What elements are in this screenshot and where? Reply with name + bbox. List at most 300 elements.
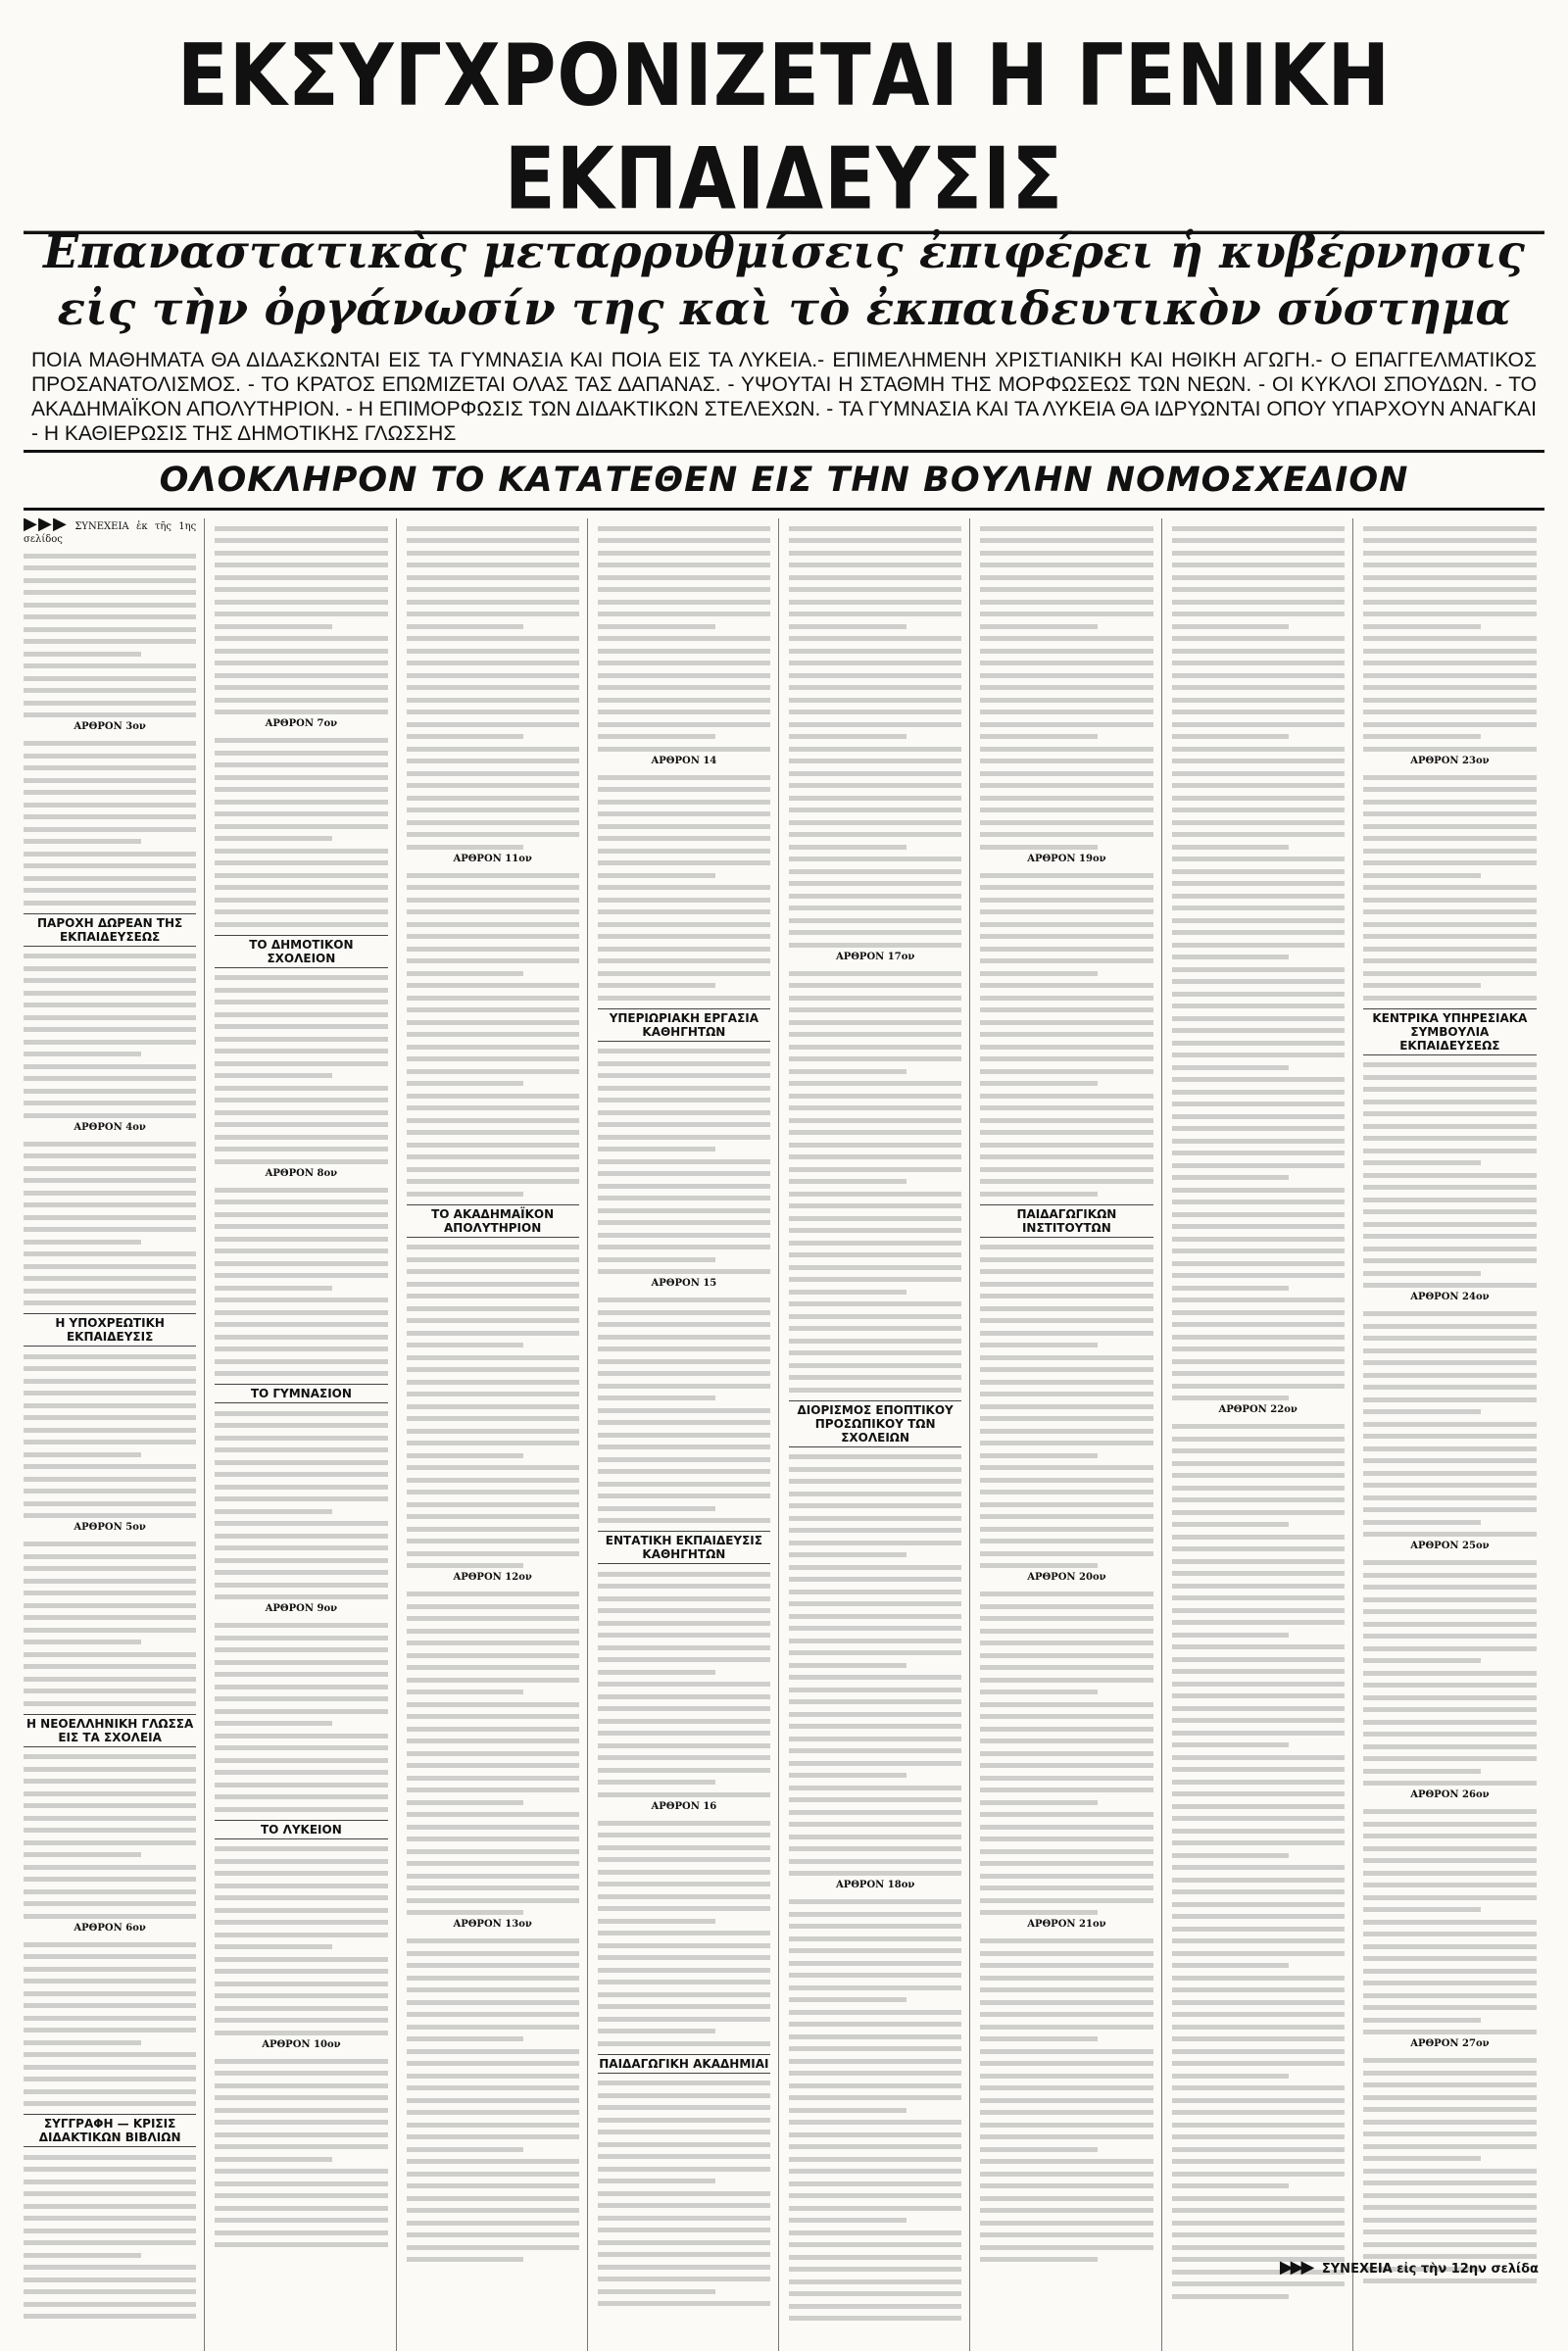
text-line [980, 1355, 1152, 1360]
text-line [598, 849, 770, 854]
text-line [215, 1770, 387, 1775]
text-line [598, 2228, 770, 2232]
text-line [980, 2123, 1152, 2128]
text-line [789, 1388, 961, 1393]
text-line [1172, 1571, 1345, 1576]
text-line [1172, 967, 1345, 972]
text-line [215, 1734, 387, 1739]
text-line [407, 898, 579, 903]
text-line [598, 1384, 770, 1389]
text-line [407, 1502, 579, 1507]
text-line [789, 2291, 961, 2296]
text-line [980, 1478, 1152, 1483]
text-line [1363, 971, 1537, 976]
text-line [407, 1739, 579, 1743]
text-line [789, 2108, 906, 2113]
text-line [24, 1628, 196, 1633]
text-block [980, 1245, 1152, 1568]
text-block [789, 526, 961, 948]
text-line [24, 1391, 196, 1396]
text-line [24, 966, 196, 971]
text-line [215, 909, 387, 914]
text-line [215, 1895, 387, 1900]
text-line [598, 2004, 770, 2009]
text-line [1172, 1657, 1345, 1662]
text-line [980, 612, 1152, 616]
text-line [1363, 1336, 1537, 1341]
column-1 [24, 518, 205, 2351]
text-line [407, 1343, 524, 1347]
text-line [1363, 1348, 1537, 1353]
text-line [789, 1192, 961, 1197]
text-block [789, 1454, 961, 1876]
text-line [407, 2110, 579, 2115]
text-line [789, 2157, 961, 2162]
text-line [1363, 1560, 1537, 1565]
text-line [980, 1849, 1152, 1854]
text-line [789, 1290, 906, 1295]
text-line [980, 2061, 1152, 2066]
text-block [24, 741, 196, 906]
text-line [24, 1452, 141, 1457]
text-line [1363, 1124, 1537, 1129]
text-line [789, 1339, 961, 1344]
text-line [1363, 1883, 1537, 1887]
text-line [1363, 1160, 1482, 1165]
text-line [980, 1739, 1152, 1743]
text-line [789, 918, 961, 923]
text-line [1363, 1822, 1537, 1827]
text-line [980, 1490, 1152, 1494]
text-line [1172, 2012, 1345, 2017]
text-line [1363, 1707, 1537, 1712]
text-line [789, 673, 961, 678]
article-label: ΑΡΘΡΟΝ 23ον [1410, 755, 1490, 766]
text-line [1172, 2147, 1345, 2152]
section-heading: Η ΝΕΟΕΛΛΗΝΙΚΗ ΓΛΩΣΣΑ ΕΙΣ ΤΑ ΣΧΟΛΕΙΑ [24, 1714, 196, 1747]
text-line [980, 1045, 1152, 1050]
text-line [407, 1714, 579, 1719]
text-line [215, 2218, 387, 2223]
article-label: ΑΡΘΡΟΝ 21ον [1027, 1919, 1106, 1930]
text-line [24, 1954, 196, 1959]
text-line [789, 1626, 961, 1631]
text-line [980, 2159, 1152, 2164]
text-line [24, 1101, 196, 1105]
text-line [789, 2034, 961, 2039]
text-line [1363, 2193, 1537, 2198]
text-line [215, 2018, 387, 2023]
text-line [980, 958, 1152, 963]
text-line [598, 1506, 715, 1511]
text-line [598, 2154, 770, 2159]
text-line [1363, 624, 1482, 629]
text-line [407, 1105, 579, 1110]
text-block [215, 738, 387, 927]
text-line [407, 1629, 579, 1634]
text-line [215, 873, 387, 878]
text-line [789, 1503, 961, 1508]
text-line [24, 1227, 196, 1232]
text-line [407, 2123, 579, 2128]
text-line [1172, 2036, 1345, 2041]
text-line [1172, 747, 1345, 752]
text-line [980, 1938, 1152, 1943]
text-line [1363, 922, 1537, 927]
text-line [1363, 1671, 1537, 1676]
text-line [24, 1664, 196, 1669]
text-line [980, 587, 1152, 592]
text-line [1363, 860, 1537, 865]
text-line [215, 762, 387, 767]
text-line [407, 1874, 579, 1879]
text-line [407, 734, 524, 739]
text-line [1363, 898, 1537, 903]
text-line [407, 1429, 579, 1434]
text-line [407, 934, 579, 939]
text-block [598, 2081, 770, 2306]
text-line [407, 796, 579, 801]
text-line [789, 1724, 961, 1729]
text-line [598, 1682, 770, 1687]
text-line [215, 1647, 387, 1652]
text-line [1172, 1938, 1345, 1943]
text-line [598, 526, 770, 531]
text-line [1172, 2172, 1345, 2177]
text-block [215, 1846, 387, 2035]
text-line [1363, 1932, 1537, 1936]
text-line [215, 2157, 332, 2162]
text-block [1363, 1062, 1537, 1288]
text-line [1363, 673, 1537, 678]
text-line [24, 1191, 196, 1196]
text-line [1363, 1756, 1537, 1761]
text-line [789, 2230, 961, 2235]
text-line [789, 1997, 906, 2002]
text-line [215, 538, 387, 543]
text-line [24, 803, 196, 808]
column-2 [215, 518, 396, 2351]
text-line [407, 1727, 579, 1732]
text-line [1172, 526, 1345, 531]
text-line [24, 888, 196, 893]
text-line [24, 1591, 196, 1595]
text-line [24, 1579, 196, 1584]
newspaper-page [24, 24, 1544, 2278]
text-line [1172, 1559, 1345, 1564]
text-block [1363, 1809, 1537, 2034]
text-line [1172, 1335, 1345, 1340]
text-line [1363, 1434, 1537, 1439]
text-line [407, 2196, 579, 2201]
text-line [1363, 636, 1537, 641]
text-line [24, 2167, 196, 2172]
text-line [789, 845, 906, 850]
text-line [980, 2134, 1152, 2139]
text-line [407, 1094, 579, 1099]
text-line [407, 2012, 579, 2017]
text-line [1363, 1695, 1537, 1700]
text-line [215, 1086, 387, 1091]
text-line [1172, 894, 1345, 899]
text-line [24, 2028, 196, 2033]
text-line [1363, 1087, 1537, 1092]
text-line [215, 898, 387, 903]
text-line [1172, 734, 1290, 739]
text-line [24, 741, 196, 746]
text-line [980, 1143, 1152, 1148]
article-label: ΑΡΘΡΟΝ 17ον [835, 951, 915, 962]
text-line [980, 783, 1152, 788]
text-line [407, 600, 579, 605]
text-line [789, 722, 961, 727]
text-line [407, 1380, 579, 1385]
text-line [1363, 1634, 1537, 1639]
text-line [24, 1076, 196, 1081]
text-line [1172, 1987, 1345, 1992]
text-line [1363, 1458, 1537, 1463]
text-line [24, 1513, 196, 1518]
text-line [407, 983, 579, 988]
text-line [598, 787, 770, 792]
text-line [598, 934, 770, 939]
text-line [407, 1616, 579, 1621]
article-label: ΑΡΘΡΟΝ 13ον [453, 1919, 532, 1930]
text-line [1172, 2123, 1345, 2128]
text-line [1363, 1311, 1537, 1316]
text-line [980, 934, 1152, 939]
text-line [789, 1948, 961, 1953]
text-line [980, 873, 1152, 878]
text-line [24, 1415, 196, 1420]
text-line [24, 2155, 196, 2160]
text-line [1172, 2025, 1345, 2030]
text-line [789, 698, 961, 703]
text-line [1363, 1111, 1537, 1116]
text-line [789, 2120, 961, 2125]
text-line [598, 1670, 715, 1675]
text-line [215, 1135, 387, 1140]
text-line [215, 661, 387, 665]
text-line [407, 1825, 579, 1830]
text-line [215, 1147, 387, 1151]
article-label: ΑΡΘΡΟΝ 18ον [835, 1880, 915, 1890]
text-line [598, 1633, 770, 1638]
text-line [1363, 1769, 1482, 1774]
text-line [1172, 1804, 1345, 1809]
text-line [980, 710, 1152, 714]
text-line [24, 2253, 141, 2258]
text-line [598, 1494, 770, 1498]
text-line [407, 1081, 524, 1086]
text-line [1363, 1871, 1537, 1876]
text-line [407, 1837, 579, 1841]
text-line [1363, 1234, 1537, 1239]
text-line [407, 958, 579, 963]
continuation-note [1280, 2257, 1539, 2278]
text-line [1172, 1976, 1345, 1981]
text-line [24, 2302, 196, 2307]
text-block [980, 526, 1152, 850]
text-line [789, 2083, 961, 2088]
text-line [407, 2232, 579, 2237]
text-line [24, 2314, 196, 2319]
text-line [980, 1653, 1152, 1658]
text-line [598, 1335, 770, 1340]
text-line [789, 636, 961, 641]
text-line [215, 1249, 387, 1253]
text-line [980, 1910, 1098, 1915]
article-label: ΑΡΘΡΟΝ 9ον [265, 1603, 338, 1614]
text-line [789, 2242, 961, 2247]
text-line [1363, 1446, 1537, 1451]
text-line [24, 1489, 196, 1494]
text-line [215, 1472, 387, 1477]
text-line [407, 2134, 579, 2139]
text-line [215, 2071, 387, 2076]
text-line [407, 710, 579, 714]
text-line [1363, 2242, 1537, 2247]
text-block [598, 1572, 770, 1797]
text-line [24, 1901, 196, 1906]
text-line [598, 1845, 770, 1850]
text-line [24, 1464, 196, 1469]
text-line [980, 1179, 1152, 1184]
text-line [407, 747, 579, 752]
text-line [789, 1252, 961, 1257]
text-line [789, 930, 961, 935]
text-line [789, 2132, 961, 2137]
text-line [1172, 930, 1345, 935]
text-line [215, 710, 387, 714]
text-line [407, 2245, 579, 2250]
text-line [24, 701, 196, 706]
text-line [598, 1621, 770, 1626]
text-line [1172, 2085, 1345, 2090]
text-block [1363, 1560, 1537, 1786]
text-line [789, 1314, 961, 1319]
text-line [789, 526, 961, 531]
text-line [598, 2118, 770, 2123]
text-line [1363, 2205, 1537, 2210]
text-line [598, 1482, 770, 1487]
text-line [598, 1955, 770, 1960]
text-line [1172, 1461, 1345, 1466]
text-line [1363, 1507, 1537, 1512]
text-line [407, 1910, 524, 1915]
text-line [215, 1110, 387, 1115]
text-line [24, 1603, 196, 1608]
text-line [1172, 796, 1345, 801]
text-line [1172, 1595, 1345, 1600]
text-line [1363, 1209, 1537, 1214]
text-line [1363, 1944, 1537, 1949]
text-line [215, 1846, 387, 1851]
text-line [789, 1179, 906, 1184]
text-line [1172, 2049, 1345, 2054]
text-line [1363, 1520, 1482, 1525]
text-line [407, 1257, 579, 1262]
text-line [215, 811, 387, 816]
text-line [980, 909, 1152, 914]
text-line [789, 857, 961, 861]
text-line [407, 1465, 579, 1470]
text-line [24, 2077, 196, 2082]
text-line [407, 1167, 579, 1172]
text-line [215, 1859, 387, 1864]
text-line [1363, 1597, 1537, 1602]
text-line [407, 2208, 579, 2213]
text-line [1172, 1212, 1345, 1217]
text-line [980, 1367, 1152, 1372]
text-line [980, 1331, 1152, 1336]
text-line [980, 2074, 1152, 2079]
text-line [980, 636, 1152, 641]
text-line [789, 1924, 961, 1929]
text-line [215, 1359, 387, 1364]
text-line [215, 1224, 387, 1229]
text-line [980, 563, 1152, 567]
text-line [407, 2085, 579, 2090]
text-line [980, 1404, 1152, 1409]
text-line [215, 612, 387, 616]
text-line [980, 1380, 1152, 1385]
text-line [980, 734, 1098, 739]
text-line [789, 1786, 961, 1790]
text-line [789, 587, 961, 592]
text-line [407, 722, 579, 727]
text-line [598, 2179, 715, 2183]
text-line [598, 2203, 770, 2208]
text-line [598, 958, 770, 963]
text-line [789, 1590, 961, 1594]
text-line [24, 590, 196, 595]
text-line [1363, 2071, 1537, 2076]
text-line [1363, 1271, 1482, 1276]
text-line [789, 1650, 961, 1655]
text-line [407, 1861, 579, 1866]
text-line [980, 698, 1152, 703]
text-line [215, 1871, 387, 1876]
section-heading: ΠΑΙΔΑΓΩΓΙΚΗ ΑΚΑΔΗΜΙΑΙ [598, 2054, 770, 2074]
text-line [598, 1792, 770, 1797]
text-line [980, 661, 1152, 665]
text-line [215, 1000, 387, 1004]
text-line [598, 538, 770, 543]
text-block [24, 954, 196, 1118]
text-line [1363, 2229, 1537, 2234]
text-line [215, 1423, 387, 1428]
column-3 [407, 518, 588, 2351]
text-line [1363, 947, 1537, 952]
text-line [1172, 869, 1345, 874]
text-line [1172, 1041, 1345, 1046]
text-line [598, 575, 770, 580]
text-line [215, 1944, 332, 1949]
article-label: ΑΡΘΡΟΝ 20ον [1027, 1572, 1106, 1583]
text-line [1172, 1016, 1345, 1021]
arrow-icon: ▶▶▶ [24, 518, 75, 534]
text-line [24, 901, 196, 906]
text-line [215, 1623, 387, 1628]
text-line [1363, 1683, 1537, 1688]
text-line [1363, 2018, 1482, 2023]
text-line [980, 1539, 1152, 1543]
text-line [1363, 1483, 1537, 1488]
continue-page: εἰς τὴν 12ην σελίδα [1396, 2262, 1539, 2277]
text-line [1363, 958, 1537, 963]
article-label: ΑΡΘΡΟΝ 4ον [74, 1121, 146, 1133]
